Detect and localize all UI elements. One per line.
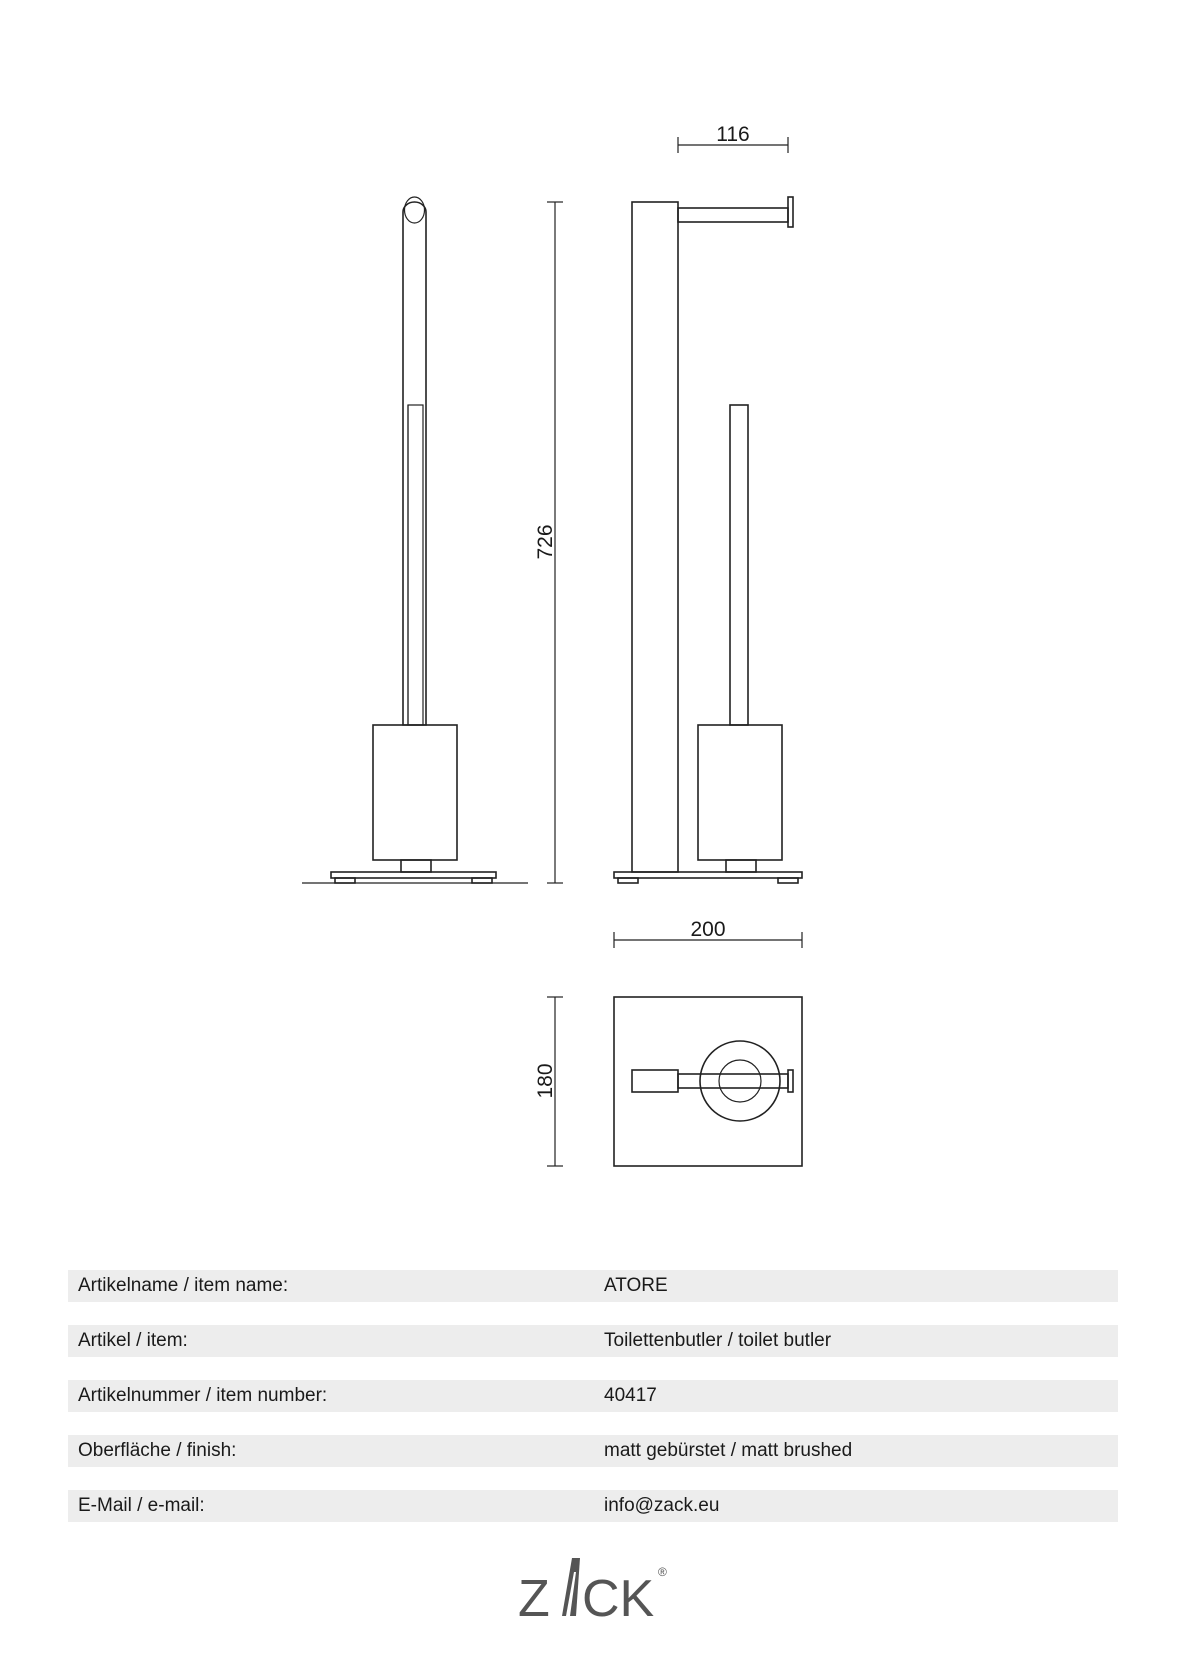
spec-row-email <box>68 1490 1118 1522</box>
spec-row-item-number <box>68 1380 1118 1412</box>
spec-value: Toilettenbutler / toilet butler <box>604 1330 832 1351</box>
front-view <box>614 123 802 883</box>
logo-letter-z: Z <box>518 1570 550 1628</box>
zack-logo <box>510 1548 670 1628</box>
spec-row-item <box>68 1325 1118 1357</box>
base-width-label: 200 <box>690 918 726 941</box>
spec-table <box>68 1270 1118 1545</box>
top-view <box>614 997 802 1166</box>
logo-registered-mark: ® <box>658 1565 667 1579</box>
base-width-dimension <box>614 918 802 948</box>
base-depth-dimension <box>534 997 563 1166</box>
height-dimension <box>534 202 563 883</box>
spec-value: 40417 <box>604 1385 657 1406</box>
spec-row-finish <box>68 1435 1118 1467</box>
spec-label: E-Mail / e-mail: <box>78 1495 205 1516</box>
spec-label: Artikelnummer / item number: <box>78 1385 328 1406</box>
side-view <box>302 197 528 883</box>
spec-value: matt gebürstet / matt brushed <box>604 1440 853 1461</box>
spec-row-item-name <box>68 1270 1118 1302</box>
height-label: 726 <box>534 524 557 560</box>
spec-label: Oberfläche / finish: <box>78 1440 237 1461</box>
base-depth-label: 180 <box>534 1063 557 1099</box>
logo-letters-ck: CK <box>582 1570 655 1628</box>
spec-label: Artikelname / item name: <box>78 1275 289 1296</box>
top-width-label: 116 <box>716 123 750 146</box>
spec-value: info@zack.eu <box>604 1495 720 1516</box>
spec-label: Artikel / item: <box>78 1330 188 1351</box>
spec-value: ATORE <box>604 1275 668 1296</box>
